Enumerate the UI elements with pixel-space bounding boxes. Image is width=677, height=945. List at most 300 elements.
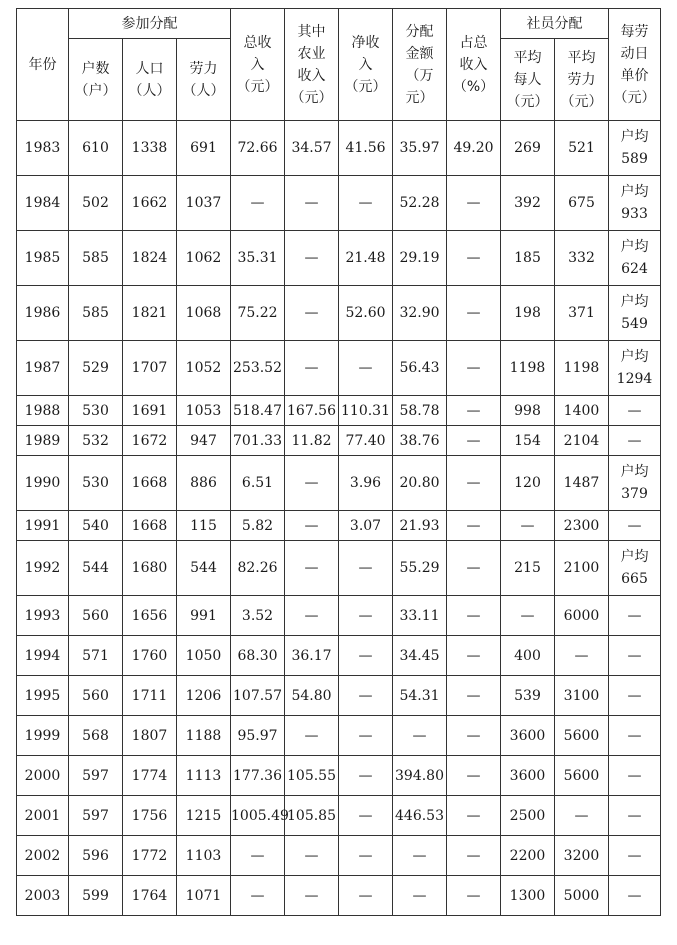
cell-per-labor: 2100 bbox=[555, 541, 609, 596]
cell-distribution: 33.11 bbox=[393, 596, 447, 636]
table-row bbox=[17, 836, 661, 876]
table-row bbox=[17, 286, 661, 341]
cell-households: 585 bbox=[69, 286, 123, 341]
cell-share: — bbox=[447, 341, 501, 396]
table-row bbox=[17, 176, 661, 231]
cell-per-person: 269 bbox=[501, 121, 555, 176]
workday-line: 户均 bbox=[620, 349, 649, 365]
cell-per-labor: 371 bbox=[555, 286, 609, 341]
table-row bbox=[17, 756, 661, 796]
cell-households: 560 bbox=[69, 596, 123, 636]
cell-distribution: — bbox=[393, 836, 447, 876]
header-line: 单价 bbox=[620, 67, 649, 84]
cell-agri-income: 36.17 bbox=[285, 636, 339, 676]
cell-net-income: 41.56 bbox=[339, 121, 393, 176]
cell-population: 1821 bbox=[123, 286, 177, 341]
cell-net-income: 21.48 bbox=[339, 231, 393, 286]
cell-year: 1986 bbox=[17, 286, 69, 341]
cell-workday bbox=[609, 596, 661, 636]
cell-distribution: 446.53 bbox=[393, 796, 447, 836]
workday-line: 户均 bbox=[620, 294, 649, 310]
cell-households: 568 bbox=[69, 716, 123, 756]
cell-total-income: 6.51 bbox=[231, 456, 285, 511]
cell-workday bbox=[609, 341, 661, 396]
cell-year: 2000 bbox=[17, 756, 69, 796]
header-line: 金额 bbox=[405, 45, 434, 62]
cell-population: 1764 bbox=[123, 876, 177, 916]
cell-distribution: 52.28 bbox=[393, 176, 447, 231]
table-row bbox=[17, 676, 661, 716]
cell-year: 1985 bbox=[17, 231, 69, 286]
cell-per-person: — bbox=[501, 511, 555, 541]
cell-share: — bbox=[447, 876, 501, 916]
header-avg-per-person bbox=[501, 39, 555, 121]
cell-labor: 1052 bbox=[177, 341, 231, 396]
cell-total-income: 75.22 bbox=[231, 286, 285, 341]
cell-net-income: — bbox=[339, 716, 393, 756]
cell-year: 1988 bbox=[17, 396, 69, 426]
header-line: 收入 bbox=[459, 56, 488, 73]
cell-share: — bbox=[447, 676, 501, 716]
cell-households: 530 bbox=[69, 456, 123, 511]
cell-per-labor: 2300 bbox=[555, 511, 609, 541]
cell-workday bbox=[609, 541, 661, 596]
cell-population: 1338 bbox=[123, 121, 177, 176]
header-distribution-amount bbox=[393, 9, 447, 121]
workday-line: 户均 bbox=[620, 464, 649, 480]
cell-distribution: 55.29 bbox=[393, 541, 447, 596]
cell-per-labor: 675 bbox=[555, 176, 609, 231]
cell-agri-income: — bbox=[285, 541, 339, 596]
header-line: 入 bbox=[250, 56, 265, 73]
header-row-top bbox=[17, 9, 661, 39]
header-line: （元） bbox=[344, 78, 387, 95]
cell-share: — bbox=[447, 396, 501, 426]
cell-agri-income: — bbox=[285, 596, 339, 636]
cell-agri-income: — bbox=[285, 511, 339, 541]
table-body bbox=[17, 121, 661, 916]
header-population bbox=[123, 39, 177, 121]
cell-workday bbox=[609, 456, 661, 511]
cell-share: — bbox=[447, 596, 501, 636]
cell-workday bbox=[609, 876, 661, 916]
cell-labor: 1062 bbox=[177, 231, 231, 286]
cell-total-income: — bbox=[231, 836, 285, 876]
cell-per-labor: 3100 bbox=[555, 676, 609, 716]
cell-agri-income: — bbox=[285, 176, 339, 231]
cell-households: 599 bbox=[69, 876, 123, 916]
cell-total-income: 3.52 bbox=[231, 596, 285, 636]
cell-labor: 1113 bbox=[177, 756, 231, 796]
cell-households: 544 bbox=[69, 541, 123, 596]
workday-line: — bbox=[627, 887, 642, 904]
cell-total-income: 253.52 bbox=[231, 341, 285, 396]
cell-year: 1993 bbox=[17, 596, 69, 636]
cell-workday bbox=[609, 756, 661, 796]
cell-per-person: 154 bbox=[501, 426, 555, 456]
cell-net-income: 3.07 bbox=[339, 511, 393, 541]
workday-line: — bbox=[627, 767, 642, 784]
cell-year: 2001 bbox=[17, 796, 69, 836]
cell-year: 1994 bbox=[17, 636, 69, 676]
workday-line: — bbox=[627, 432, 642, 449]
cell-households: 571 bbox=[69, 636, 123, 676]
cell-per-labor: — bbox=[555, 636, 609, 676]
cell-per-labor: 5600 bbox=[555, 756, 609, 796]
cell-per-labor: 6000 bbox=[555, 596, 609, 636]
table-row bbox=[17, 341, 661, 396]
table-row bbox=[17, 876, 661, 916]
cell-share: — bbox=[447, 756, 501, 796]
header-line: （人） bbox=[182, 82, 225, 99]
cell-households: 540 bbox=[69, 511, 123, 541]
cell-distribution: 58.78 bbox=[393, 396, 447, 426]
header-line: 平均 bbox=[513, 49, 542, 66]
cell-year: 1984 bbox=[17, 176, 69, 231]
cell-workday bbox=[609, 511, 661, 541]
cell-agri-income: — bbox=[285, 836, 339, 876]
cell-households: 597 bbox=[69, 796, 123, 836]
header-year bbox=[17, 9, 69, 121]
cell-population: 1774 bbox=[123, 756, 177, 796]
cell-labor: 1053 bbox=[177, 396, 231, 426]
table-row bbox=[17, 636, 661, 676]
cell-year: 1992 bbox=[17, 541, 69, 596]
header-line: 每人 bbox=[513, 71, 542, 88]
cell-workday bbox=[609, 231, 661, 286]
workday-line: — bbox=[627, 847, 642, 864]
table-row bbox=[17, 121, 661, 176]
workday-line: 933 bbox=[621, 206, 648, 222]
cell-population: 1824 bbox=[123, 231, 177, 286]
header-line: 入 bbox=[358, 56, 373, 73]
workday-line: 379 bbox=[621, 486, 648, 502]
header-agri-income bbox=[285, 9, 339, 121]
table-row bbox=[17, 426, 661, 456]
cell-workday bbox=[609, 796, 661, 836]
cell-year: 1999 bbox=[17, 716, 69, 756]
cell-households: 585 bbox=[69, 231, 123, 286]
workday-line: — bbox=[627, 402, 642, 419]
cell-agri-income: 105.85 bbox=[285, 796, 339, 836]
cell-per-person: 3600 bbox=[501, 716, 555, 756]
header-line: （元） bbox=[613, 89, 656, 106]
header-line: 平均 bbox=[567, 49, 596, 66]
header-net-income bbox=[339, 9, 393, 121]
cell-net-income: 3.96 bbox=[339, 456, 393, 511]
cell-per-person: 1198 bbox=[501, 341, 555, 396]
cell-per-labor: 1198 bbox=[555, 341, 609, 396]
cell-agri-income: — bbox=[285, 456, 339, 511]
cell-net-income: — bbox=[339, 756, 393, 796]
cell-agri-income: — bbox=[285, 341, 339, 396]
cell-year: 1991 bbox=[17, 511, 69, 541]
workday-line: 1294 bbox=[616, 371, 653, 387]
header-workday-price bbox=[609, 9, 661, 121]
cell-distribution: 32.90 bbox=[393, 286, 447, 341]
header-line: 动日 bbox=[620, 45, 649, 62]
header-share-total bbox=[447, 9, 501, 121]
cell-distribution: — bbox=[393, 716, 447, 756]
workday-line: 549 bbox=[621, 316, 648, 332]
cell-distribution: 29.19 bbox=[393, 231, 447, 286]
cell-share: — bbox=[447, 426, 501, 456]
table-row bbox=[17, 596, 661, 636]
table-row bbox=[17, 796, 661, 836]
cell-population: 1680 bbox=[123, 541, 177, 596]
header-line: （元） bbox=[290, 89, 333, 106]
cell-per-person: 2200 bbox=[501, 836, 555, 876]
header-line: 其中 bbox=[297, 23, 326, 40]
cell-year: 1989 bbox=[17, 426, 69, 456]
workday-line: — bbox=[627, 687, 642, 704]
cell-workday bbox=[609, 836, 661, 876]
cell-population: 1668 bbox=[123, 456, 177, 511]
workday-line: 665 bbox=[621, 571, 648, 587]
workday-line: — bbox=[627, 807, 642, 824]
cell-total-income: 177.36 bbox=[231, 756, 285, 796]
header-line: （户） bbox=[74, 82, 117, 99]
cell-households: 532 bbox=[69, 426, 123, 456]
cell-labor: 991 bbox=[177, 596, 231, 636]
header-households bbox=[69, 39, 123, 121]
cell-labor: 1188 bbox=[177, 716, 231, 756]
header-line: （人） bbox=[128, 82, 171, 99]
cell-population: 1756 bbox=[123, 796, 177, 836]
table-row bbox=[17, 231, 661, 286]
cell-households: 610 bbox=[69, 121, 123, 176]
cell-total-income: 82.26 bbox=[231, 541, 285, 596]
table-row bbox=[17, 511, 661, 541]
cell-per-person: — bbox=[501, 596, 555, 636]
workday-line: — bbox=[627, 517, 642, 534]
cell-per-person: 2500 bbox=[501, 796, 555, 836]
cell-agri-income: — bbox=[285, 716, 339, 756]
header-line: 每劳 bbox=[620, 23, 649, 40]
cell-total-income: 518.47 bbox=[231, 396, 285, 426]
cell-workday bbox=[609, 396, 661, 426]
cell-labor: 1037 bbox=[177, 176, 231, 231]
header-total-income bbox=[231, 9, 285, 121]
cell-total-income: 107.57 bbox=[231, 676, 285, 716]
cell-net-income: — bbox=[339, 676, 393, 716]
cell-net-income: — bbox=[339, 876, 393, 916]
cell-labor: 1215 bbox=[177, 796, 231, 836]
cell-year: 1995 bbox=[17, 676, 69, 716]
header-line: 收入 bbox=[297, 67, 326, 84]
cell-households: 560 bbox=[69, 676, 123, 716]
cell-per-labor: 1487 bbox=[555, 456, 609, 511]
cell-per-person: 539 bbox=[501, 676, 555, 716]
cell-population: 1772 bbox=[123, 836, 177, 876]
cell-labor: 544 bbox=[177, 541, 231, 596]
table-row bbox=[17, 456, 661, 511]
distribution-table-container bbox=[16, 8, 661, 916]
header-line: 劳力 bbox=[567, 71, 596, 88]
cell-per-person: 3600 bbox=[501, 756, 555, 796]
cell-net-income: — bbox=[339, 541, 393, 596]
cell-agri-income: 11.82 bbox=[285, 426, 339, 456]
cell-households: 502 bbox=[69, 176, 123, 231]
cell-per-person: 1300 bbox=[501, 876, 555, 916]
header-member-group: 社员分配 bbox=[501, 9, 609, 39]
header-line: 净收 bbox=[351, 34, 380, 51]
header-line: 人口 bbox=[135, 60, 164, 77]
workday-line: — bbox=[627, 727, 642, 744]
cell-total-income: 701.33 bbox=[231, 426, 285, 456]
workday-line: 户均 bbox=[620, 239, 649, 255]
cell-per-labor: 2104 bbox=[555, 426, 609, 456]
cell-agri-income: — bbox=[285, 231, 339, 286]
header-avg-labor bbox=[555, 39, 609, 121]
cell-workday bbox=[609, 286, 661, 341]
cell-share: — bbox=[447, 716, 501, 756]
cell-agri-income: — bbox=[285, 286, 339, 341]
cell-labor: 886 bbox=[177, 456, 231, 511]
workday-line: 624 bbox=[621, 261, 648, 277]
workday-line: 户均 bbox=[620, 184, 649, 200]
cell-per-person: 215 bbox=[501, 541, 555, 596]
cell-workday bbox=[609, 716, 661, 756]
workday-line: 589 bbox=[621, 151, 648, 167]
cell-distribution: 34.45 bbox=[393, 636, 447, 676]
cell-per-person: 392 bbox=[501, 176, 555, 231]
cell-net-income: — bbox=[339, 636, 393, 676]
cell-workday bbox=[609, 176, 661, 231]
cell-distribution: 394.80 bbox=[393, 756, 447, 796]
cell-per-person: 185 bbox=[501, 231, 555, 286]
cell-per-labor: — bbox=[555, 796, 609, 836]
cell-total-income: 1005.49 bbox=[231, 796, 285, 836]
cell-share: — bbox=[447, 456, 501, 511]
cell-total-income: 35.31 bbox=[231, 231, 285, 286]
cell-net-income: — bbox=[339, 596, 393, 636]
cell-year: 2003 bbox=[17, 876, 69, 916]
cell-per-person: 400 bbox=[501, 636, 555, 676]
cell-labor: 1050 bbox=[177, 636, 231, 676]
cell-net-income: — bbox=[339, 341, 393, 396]
cell-year: 2002 bbox=[17, 836, 69, 876]
cell-total-income: 95.97 bbox=[231, 716, 285, 756]
cell-per-labor: 3200 bbox=[555, 836, 609, 876]
workday-line: — bbox=[627, 607, 642, 624]
workday-line: — bbox=[627, 647, 642, 664]
header-line: 元） bbox=[405, 89, 434, 106]
cell-population: 1691 bbox=[123, 396, 177, 426]
table-row bbox=[17, 396, 661, 426]
cell-per-labor: 5000 bbox=[555, 876, 609, 916]
cell-per-person: 998 bbox=[501, 396, 555, 426]
cell-share: — bbox=[447, 231, 501, 286]
cell-distribution: 54.31 bbox=[393, 676, 447, 716]
cell-distribution: — bbox=[393, 876, 447, 916]
cell-year: 1987 bbox=[17, 341, 69, 396]
header-line: （元） bbox=[506, 93, 549, 110]
cell-total-income: 68.30 bbox=[231, 636, 285, 676]
cell-labor: 1071 bbox=[177, 876, 231, 916]
cell-distribution: 38.76 bbox=[393, 426, 447, 456]
cell-agri-income: 54.80 bbox=[285, 676, 339, 716]
header-line: 分配 bbox=[405, 23, 434, 40]
cell-labor: 1206 bbox=[177, 676, 231, 716]
cell-share: — bbox=[447, 636, 501, 676]
cell-population: 1760 bbox=[123, 636, 177, 676]
cell-per-labor: 521 bbox=[555, 121, 609, 176]
header-labor bbox=[177, 39, 231, 121]
cell-households: 596 bbox=[69, 836, 123, 876]
cell-per-person: 198 bbox=[501, 286, 555, 341]
cell-net-income: 77.40 bbox=[339, 426, 393, 456]
cell-net-income: — bbox=[339, 796, 393, 836]
cell-net-income: 52.60 bbox=[339, 286, 393, 341]
header-line: （%） bbox=[452, 78, 495, 95]
cell-workday bbox=[609, 426, 661, 456]
cell-net-income: — bbox=[339, 836, 393, 876]
cell-labor: 1068 bbox=[177, 286, 231, 341]
cell-population: 1662 bbox=[123, 176, 177, 231]
distribution-table bbox=[16, 8, 661, 916]
cell-agri-income: 105.55 bbox=[285, 756, 339, 796]
cell-population: 1807 bbox=[123, 716, 177, 756]
cell-population: 1668 bbox=[123, 511, 177, 541]
cell-population: 1672 bbox=[123, 426, 177, 456]
cell-share: — bbox=[447, 541, 501, 596]
cell-per-labor: 5600 bbox=[555, 716, 609, 756]
cell-distribution: 35.97 bbox=[393, 121, 447, 176]
cell-labor: 691 bbox=[177, 121, 231, 176]
header-line: （万 bbox=[405, 67, 434, 84]
cell-households: 529 bbox=[69, 341, 123, 396]
cell-agri-income: — bbox=[285, 876, 339, 916]
table-row bbox=[17, 541, 661, 596]
cell-net-income: — bbox=[339, 176, 393, 231]
cell-share: — bbox=[447, 796, 501, 836]
cell-total-income: 5.82 bbox=[231, 511, 285, 541]
cell-population: 1656 bbox=[123, 596, 177, 636]
cell-share: — bbox=[447, 511, 501, 541]
cell-net-income: 110.31 bbox=[339, 396, 393, 426]
header-line: （元） bbox=[236, 78, 279, 95]
cell-share: — bbox=[447, 836, 501, 876]
cell-agri-income: 34.57 bbox=[285, 121, 339, 176]
header-participation-group: 参加分配 bbox=[69, 9, 231, 39]
table-row bbox=[17, 716, 661, 756]
cell-workday bbox=[609, 121, 661, 176]
header-line: 农业 bbox=[297, 45, 326, 62]
cell-distribution: 56.43 bbox=[393, 341, 447, 396]
cell-share: — bbox=[447, 286, 501, 341]
cell-population: 1707 bbox=[123, 341, 177, 396]
cell-distribution: 20.80 bbox=[393, 456, 447, 511]
cell-per-labor: 1400 bbox=[555, 396, 609, 426]
cell-workday bbox=[609, 676, 661, 716]
cell-population: 1711 bbox=[123, 676, 177, 716]
cell-total-income: — bbox=[231, 876, 285, 916]
cell-labor: 947 bbox=[177, 426, 231, 456]
cell-per-labor: 332 bbox=[555, 231, 609, 286]
cell-total-income: 72.66 bbox=[231, 121, 285, 176]
cell-labor: 1103 bbox=[177, 836, 231, 876]
cell-households: 597 bbox=[69, 756, 123, 796]
cell-labor: 115 bbox=[177, 511, 231, 541]
header-line: 劳力 bbox=[189, 60, 218, 77]
header-line: （元） bbox=[560, 93, 603, 110]
cell-year: 1990 bbox=[17, 456, 69, 511]
cell-share: — bbox=[447, 176, 501, 231]
cell-households: 530 bbox=[69, 396, 123, 426]
workday-line: 户均 bbox=[620, 129, 649, 145]
cell-agri-income: 167.56 bbox=[285, 396, 339, 426]
